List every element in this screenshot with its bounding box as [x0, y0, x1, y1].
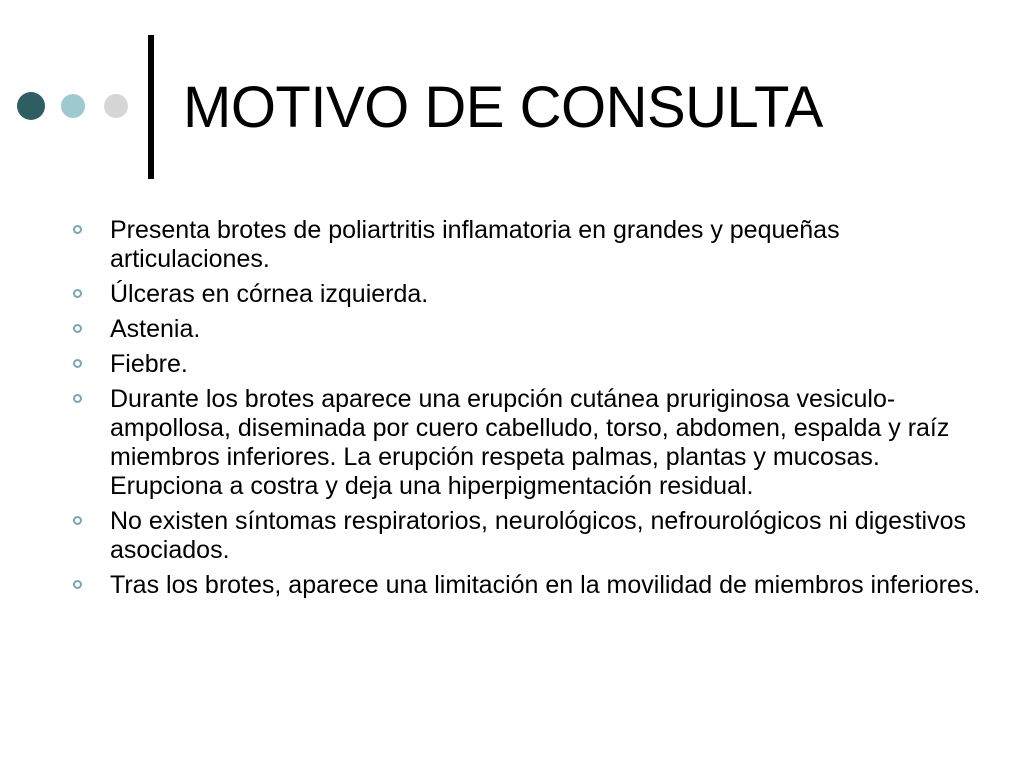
bullet-item [110, 385, 990, 501]
bullet-circle-icon [73, 225, 82, 234]
bullet-circle-icon [73, 359, 82, 368]
decorative-dot-dark [17, 92, 45, 120]
bullet-circle-icon [73, 324, 82, 333]
bullet-text: Astenia. [110, 315, 201, 343]
bullet-item [110, 216, 990, 274]
bullet-item [110, 507, 990, 565]
decorative-dot-light [104, 94, 128, 118]
bullet-item [110, 350, 990, 379]
title-divider [148, 35, 154, 179]
bullet-text: Fiebre. [110, 350, 188, 378]
bullet-text: Úlceras en córnea izquierda. [110, 280, 429, 308]
bullet-text: Tras los brotes, aparece una limitación en la movilidad de miembros inferiores. [110, 571, 981, 599]
bullet-text: No existen síntomas respiratorios, neurológicos, nefrourológicos ni digestivos asociados. [110, 507, 966, 564]
bullet-list [110, 216, 990, 606]
bullet-text: Durante los brotes aparece una erupción cutánea pruriginosa vesiculo-ampollosa, diseminada por cuero cabelludo, torso, abdomen, espalda y raíz miembros inferiores. La erupción respeta palmas, plantas y mucosas. Erupciona a costra y deja una hiperpigmentación residual. [110, 385, 950, 500]
bullet-text: Presenta brotes de poliartritis inflamatoria en grandes y pequeñas articulaciones. [110, 216, 840, 273]
bullet-item [110, 280, 990, 309]
bullet-item [110, 315, 990, 344]
decorative-dot-mid [61, 94, 85, 118]
bullet-circle-icon [73, 580, 82, 589]
bullet-item [110, 571, 990, 600]
bullet-circle-icon [73, 516, 82, 525]
bullet-circle-icon [73, 394, 82, 403]
bullet-circle-icon [73, 289, 82, 298]
slide-title: MOTIVO DE CONSULTA [183, 75, 823, 140]
